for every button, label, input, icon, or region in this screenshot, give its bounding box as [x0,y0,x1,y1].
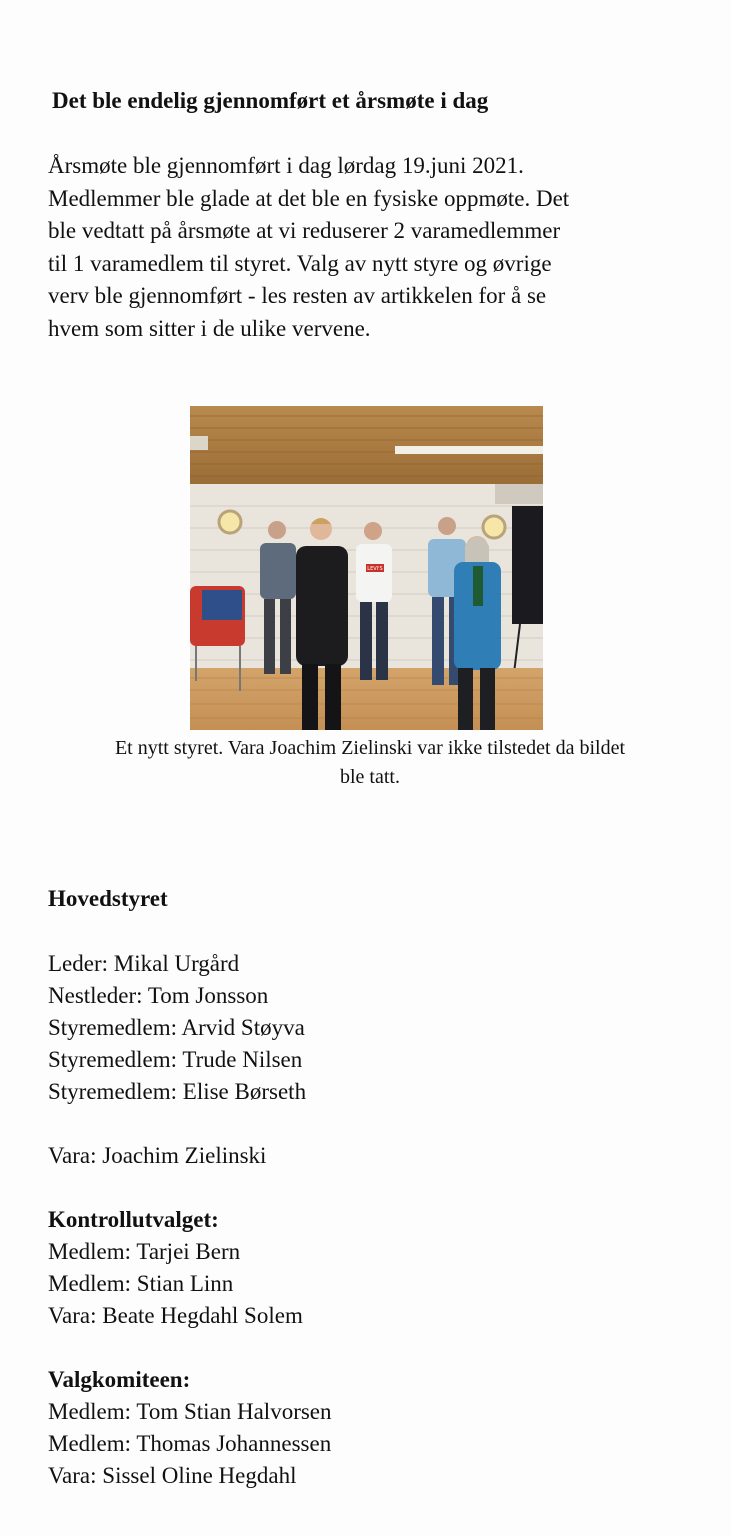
valgkomiteen-member: Medlem: Tom Stian Halvorsen [48,1399,332,1424]
intro-line: hvem som sitter i de ulike vervene. [48,315,371,341]
board-vara: Vara: Joachim Zielinski [48,1143,267,1168]
group-photo-illustration [190,406,543,730]
kontrollutvalget-heading: Kontrollutvalget: [48,1207,219,1232]
board-member: Leder: Mikal Urgård [48,951,240,976]
board-member: Styremedlem: Arvid Støyva [48,1015,305,1040]
kontrollutvalget-member: Medlem: Stian Linn [48,1271,234,1296]
hovedstyret-heading: Hovedstyret [48,886,168,911]
intro-paragraph [48,150,698,345]
photo-caption [40,734,700,792]
board-member: Styremedlem: Elise Børseth [48,1079,307,1104]
caption-line: Et nytt styret. Vara Joachim Zielinski var ikke tilstedet da bildet [114,737,626,759]
valgkomiteen-member: Vara: Sissel Oline Hegdahl [48,1463,297,1488]
intro-line: Medlemmer ble glade at det ble en fysiske oppmøte. Det [48,185,570,211]
caption-line: ble tatt. [340,766,400,788]
board-member: Styremedlem: Trude Nilsen [48,1047,303,1072]
intro-line: Årsmøte ble gjennomført i dag lørdag 19.juni 2021. [48,153,524,178]
intro-line: til 1 varamedlem til styret. Valg av nytt styre og øvrige [48,250,552,276]
valgkomiteen-member: Medlem: Thomas Johannessen [48,1431,332,1456]
group-photo [190,406,543,730]
tshirt-logo-text: LEVI'S [367,566,383,572]
kontrollutvalget-member: Vara: Beate Hegdahl Solem [48,1303,303,1328]
kontrollutvalget-member: Medlem: Tarjei Bern [48,1239,241,1264]
board-member: Nestleder: Tom Jonsson [48,983,269,1008]
intro-line: ble vedtatt på årsmøte at vi reduserer 2 varamedlemmer [48,218,561,243]
valgkomiteen-heading: Valgkomiteen: [48,1367,191,1392]
article-title: Det ble endelig gjennomført et årsmøte i dag [52,88,489,113]
intro-line: verv ble gjennomført - les resten av artikkelen for å se [48,283,547,308]
